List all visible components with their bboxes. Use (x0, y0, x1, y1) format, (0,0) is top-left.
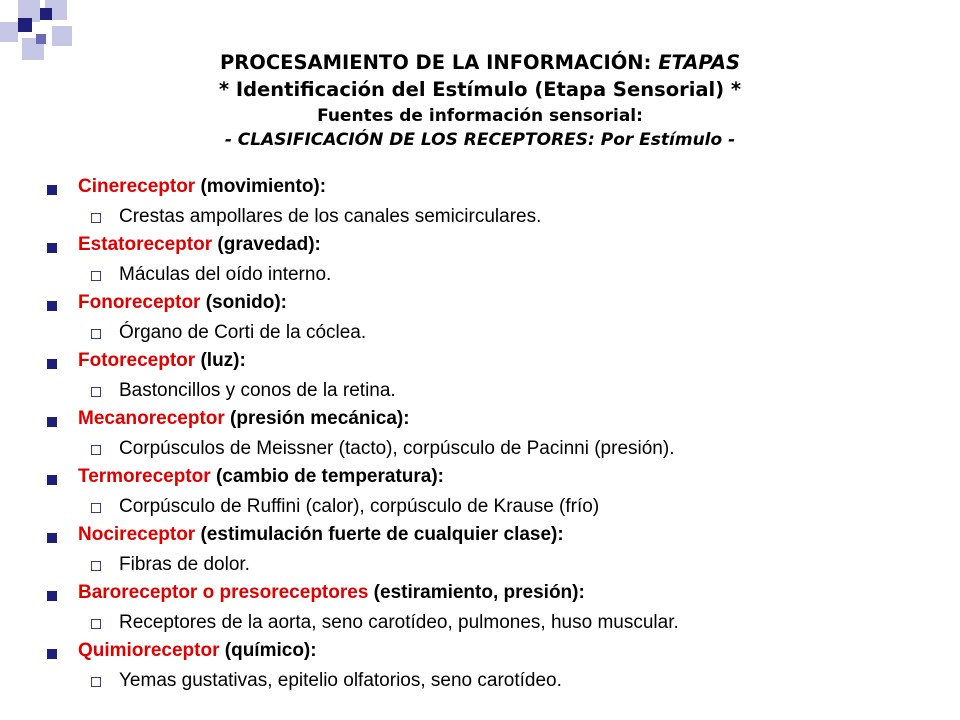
receptor-example: Corpúsculos de Meissner (tacto), corpúsculo de Pacinni (presión). (119, 438, 675, 459)
receptor-label (78, 292, 287, 314)
receptor-term: Mecanoreceptor (78, 408, 225, 429)
receptor-term: Quimioreceptor (78, 640, 220, 661)
receptor-label (78, 640, 317, 662)
list-item (0, 349, 960, 378)
square-bullet-icon (47, 591, 57, 601)
receptor-label (78, 408, 410, 430)
square-bullet-icon (47, 243, 57, 253)
receptor-example: Bastoncillos y conos de la retina. (119, 380, 396, 401)
receptor-label (78, 582, 585, 604)
square-bullet-icon (47, 475, 57, 485)
hollow-square-bullet-icon (91, 213, 101, 223)
receptor-label (78, 350, 246, 372)
sub-item (0, 320, 960, 349)
deco-square (52, 26, 72, 46)
list-item (0, 581, 960, 610)
receptor-example: Yemas gustativas, epitelio olfatorios, seno carotídeo. (119, 670, 562, 691)
title-line-2: * Identificación del Estímulo (Etapa Sensorial) * (218, 78, 742, 101)
deco-square (0, 22, 18, 42)
sub-item (0, 494, 960, 523)
slide-header (0, 50, 960, 152)
receptor-stimulus: (movimiento): (195, 176, 327, 197)
receptor-stimulus: (cambio de temperatura): (210, 466, 445, 487)
square-bullet-icon (47, 359, 57, 369)
receptor-stimulus: (luz): (195, 350, 246, 371)
hollow-square-bullet-icon (91, 503, 101, 513)
deco-square (36, 34, 46, 44)
hollow-square-bullet-icon (91, 387, 101, 397)
receptor-stimulus: (químico): (219, 640, 317, 661)
square-bullet-icon (47, 649, 57, 659)
sub-item (0, 610, 960, 639)
receptor-term: Nocireceptor (78, 524, 196, 545)
receptor-label (78, 234, 321, 256)
square-bullet-icon (47, 185, 57, 195)
title-prefix: PROCESAMIENTO DE LA INFORMACIÓN: (219, 51, 659, 74)
square-bullet-icon (47, 301, 57, 311)
receptor-term: Fotoreceptor (78, 350, 196, 371)
sub-item (0, 668, 960, 697)
list-item (0, 639, 960, 668)
receptor-example: Órgano de Corti de la cóclea. (119, 322, 367, 343)
list-item (0, 465, 960, 494)
receptor-label (78, 466, 444, 488)
receptor-term: Baroreceptor o presoreceptores (78, 582, 369, 603)
list-item (0, 523, 960, 552)
hollow-square-bullet-icon (91, 561, 101, 571)
deco-square (40, 8, 52, 20)
hollow-square-bullet-icon (91, 677, 101, 687)
list-item (0, 291, 960, 320)
receptor-label (78, 524, 564, 546)
receptor-term: Estatoreceptor (78, 234, 213, 255)
hollow-square-bullet-icon (91, 619, 101, 629)
hollow-square-bullet-icon (91, 329, 101, 339)
hollow-square-bullet-icon (91, 445, 101, 455)
receptor-example: Corpúsculo de Ruffini (calor), corpúsculo de Krause (frío) (119, 496, 600, 517)
deco-square (18, 18, 32, 32)
square-bullet-icon (47, 533, 57, 543)
receptor-stimulus: (gravedad): (212, 234, 321, 255)
list-item (0, 233, 960, 262)
receptor-stimulus: (estiramiento, presión): (368, 582, 585, 603)
square-bullet-icon (47, 417, 57, 427)
receptor-example: Máculas del oído interno. (119, 264, 332, 285)
title-line-4: - CLASIFICACIÓN DE LOS RECEPTORES: Por Estímulo - (224, 130, 736, 150)
receptor-example: Fibras de dolor. (119, 554, 250, 575)
list-item (0, 175, 960, 204)
receptor-stimulus: (sonido): (200, 292, 287, 313)
receptor-term: Termoreceptor (78, 466, 211, 487)
receptor-label (78, 176, 326, 198)
receptor-list (0, 175, 960, 697)
title-line-1 (0, 50, 960, 76)
title-line-3: Fuentes de información sensorial: (317, 106, 643, 126)
hollow-square-bullet-icon (91, 271, 101, 281)
sub-item (0, 436, 960, 465)
receptor-example: Receptores de la aorta, seno carotídeo, pulmones, huso muscular. (119, 612, 679, 633)
receptor-stimulus: (presión mecánica): (224, 408, 410, 429)
sub-item (0, 378, 960, 407)
list-item (0, 407, 960, 436)
title-italic: ETAPAS (658, 51, 741, 74)
receptor-stimulus: (estimulación fuerte de cualquier clase): (195, 524, 564, 545)
sub-item (0, 552, 960, 581)
receptor-term: Cinereceptor (78, 176, 196, 197)
receptor-example: Crestas ampollares de los canales semicirculares. (119, 206, 542, 227)
sub-item (0, 262, 960, 291)
sub-item (0, 204, 960, 233)
receptor-term: Fonoreceptor (78, 292, 201, 313)
